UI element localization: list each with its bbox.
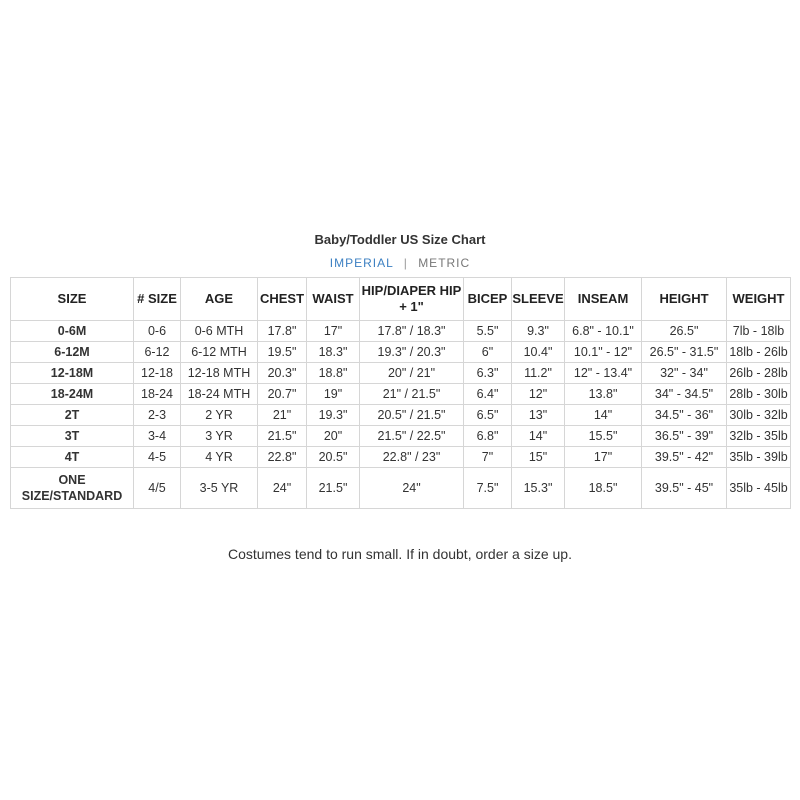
cell-waist: 17" [307,321,360,342]
cell-inseam: 13.8" [565,384,642,405]
cell-height: 34.5" - 36" [642,405,727,426]
cell-bicep: 6.5" [464,405,512,426]
cell-bicep: 5.5" [464,321,512,342]
cell-waist: 20.5" [307,447,360,468]
cell-sleeve: 15.3" [512,468,565,509]
cell-height: 39.5" - 45" [642,468,727,509]
cell-chest: 19.5" [258,342,307,363]
cell-age: 4 YR [181,447,258,468]
cell-age: 0-6 MTH [181,321,258,342]
cell-chest: 21.5" [258,426,307,447]
cell-weight: 18lb - 26lb [727,342,791,363]
cell-sleeve: 11.2" [512,363,565,384]
chart-title: Baby/Toddler US Size Chart [314,232,486,247]
table-row [11,447,791,468]
table-row [11,342,791,363]
cell-weight: 35lb - 45lb [727,468,791,509]
cell-hip: 24" [360,468,464,509]
cell-number-size: 12-18 [134,363,181,384]
cell-waist: 19" [307,384,360,405]
cell-sleeve: 12" [512,384,565,405]
header-height: HEIGHT [642,278,727,321]
cell-number-size: 2-3 [134,405,181,426]
cell-weight: 28lb - 30lb [727,384,791,405]
table-row [11,384,791,405]
cell-hip: 17.8" / 18.3" [360,321,464,342]
cell-bicep: 7.5" [464,468,512,509]
cell-bicep: 6.3" [464,363,512,384]
cell-height: 39.5" - 42" [642,447,727,468]
cell-waist: 19.3" [307,405,360,426]
cell-size: 2T [11,405,134,426]
cell-height: 32" - 34" [642,363,727,384]
cell-height: 34" - 34.5" [642,384,727,405]
cell-chest: 24" [258,468,307,509]
cell-age: 3 YR [181,426,258,447]
cell-size: 3T [11,426,134,447]
table-row [11,321,791,342]
cell-inseam: 14" [565,405,642,426]
cell-inseam: 10.1" - 12" [565,342,642,363]
cell-sleeve: 9.3" [512,321,565,342]
cell-age: 12-18 MTH [181,363,258,384]
cell-size: 18-24M [11,384,134,405]
cell-number-size: 0-6 [134,321,181,342]
cell-chest: 20.3" [258,363,307,384]
cell-inseam: 18.5" [565,468,642,509]
table-header-row [11,278,791,321]
tab-metric[interactable]: METRIC [418,256,471,270]
cell-inseam: 12" - 13.4" [565,363,642,384]
header-weight: WEIGHT [727,278,791,321]
cell-inseam: 6.8" - 10.1" [565,321,642,342]
cell-bicep: 7" [464,447,512,468]
cell-waist: 21.5" [307,468,360,509]
cell-number-size: 6-12 [134,342,181,363]
cell-chest: 17.8" [258,321,307,342]
header-inseam: INSEAM [565,278,642,321]
table-row [11,468,791,509]
cell-size: 12-18M [11,363,134,384]
cell-age: 3-5 YR [181,468,258,509]
cell-size: 4T [11,447,134,468]
cell-bicep: 6.4" [464,384,512,405]
cell-hip: 22.8" / 23" [360,447,464,468]
cell-number-size: 4-5 [134,447,181,468]
cell-size: 6-12M [11,342,134,363]
cell-waist: 18.8" [307,363,360,384]
cell-waist: 20" [307,426,360,447]
table-row [11,405,791,426]
cell-weight: 30lb - 32lb [727,405,791,426]
cell-weight: 35lb - 39lb [727,447,791,468]
cell-hip: 21" / 21.5" [360,384,464,405]
cell-height: 36.5" - 39" [642,426,727,447]
cell-height: 26.5" [642,321,727,342]
header-size: SIZE [11,278,134,321]
cell-bicep: 6" [464,342,512,363]
cell-age: 6-12 MTH [181,342,258,363]
cell-inseam: 17" [565,447,642,468]
cell-weight: 32lb - 35lb [727,426,791,447]
cell-hip: 20" / 21" [360,363,464,384]
header-bicep: BICEP [464,278,512,321]
cell-sleeve: 13" [512,405,565,426]
cell-hip: 21.5" / 22.5" [360,426,464,447]
cell-inseam: 15.5" [565,426,642,447]
cell-hip: 19.3" / 20.3" [360,342,464,363]
cell-height: 26.5" - 31.5" [642,342,727,363]
cell-weight: 7lb - 18lb [727,321,791,342]
tab-separator: | [403,256,408,270]
tab-imperial[interactable]: IMPERIAL [329,256,394,270]
header-age: AGE [181,278,258,321]
header-hip: HIP/DIAPER HIP + 1" [360,278,464,321]
cell-chest: 20.7" [258,384,307,405]
cell-number-size: 4/5 [134,468,181,509]
table-row [11,363,791,384]
cell-bicep: 6.8" [464,426,512,447]
cell-number-size: 18-24 [134,384,181,405]
cell-age: 2 YR [181,405,258,426]
cell-age: 18-24 MTH [181,384,258,405]
cell-hip: 20.5" / 21.5" [360,405,464,426]
header-waist: WAIST [307,278,360,321]
cell-sleeve: 15" [512,447,565,468]
cell-number-size: 3-4 [134,426,181,447]
cell-chest: 21" [258,405,307,426]
unit-toggle [0,256,800,270]
cell-weight: 26lb - 28lb [727,363,791,384]
cell-waist: 18.3" [307,342,360,363]
size-chart-table [10,277,791,509]
header-number-size: # SIZE [134,278,181,321]
table-row [11,426,791,447]
cell-size: 0-6M [11,321,134,342]
header-sleeve: SLEEVE [512,278,565,321]
cell-chest: 22.8" [258,447,307,468]
header-chest: CHEST [258,278,307,321]
cell-size: ONE SIZE/STANDARD [11,468,134,509]
sizing-note: Costumes tend to run small. If in doubt, order a size up. [228,546,572,562]
cell-sleeve: 10.4" [512,342,565,363]
cell-sleeve: 14" [512,426,565,447]
